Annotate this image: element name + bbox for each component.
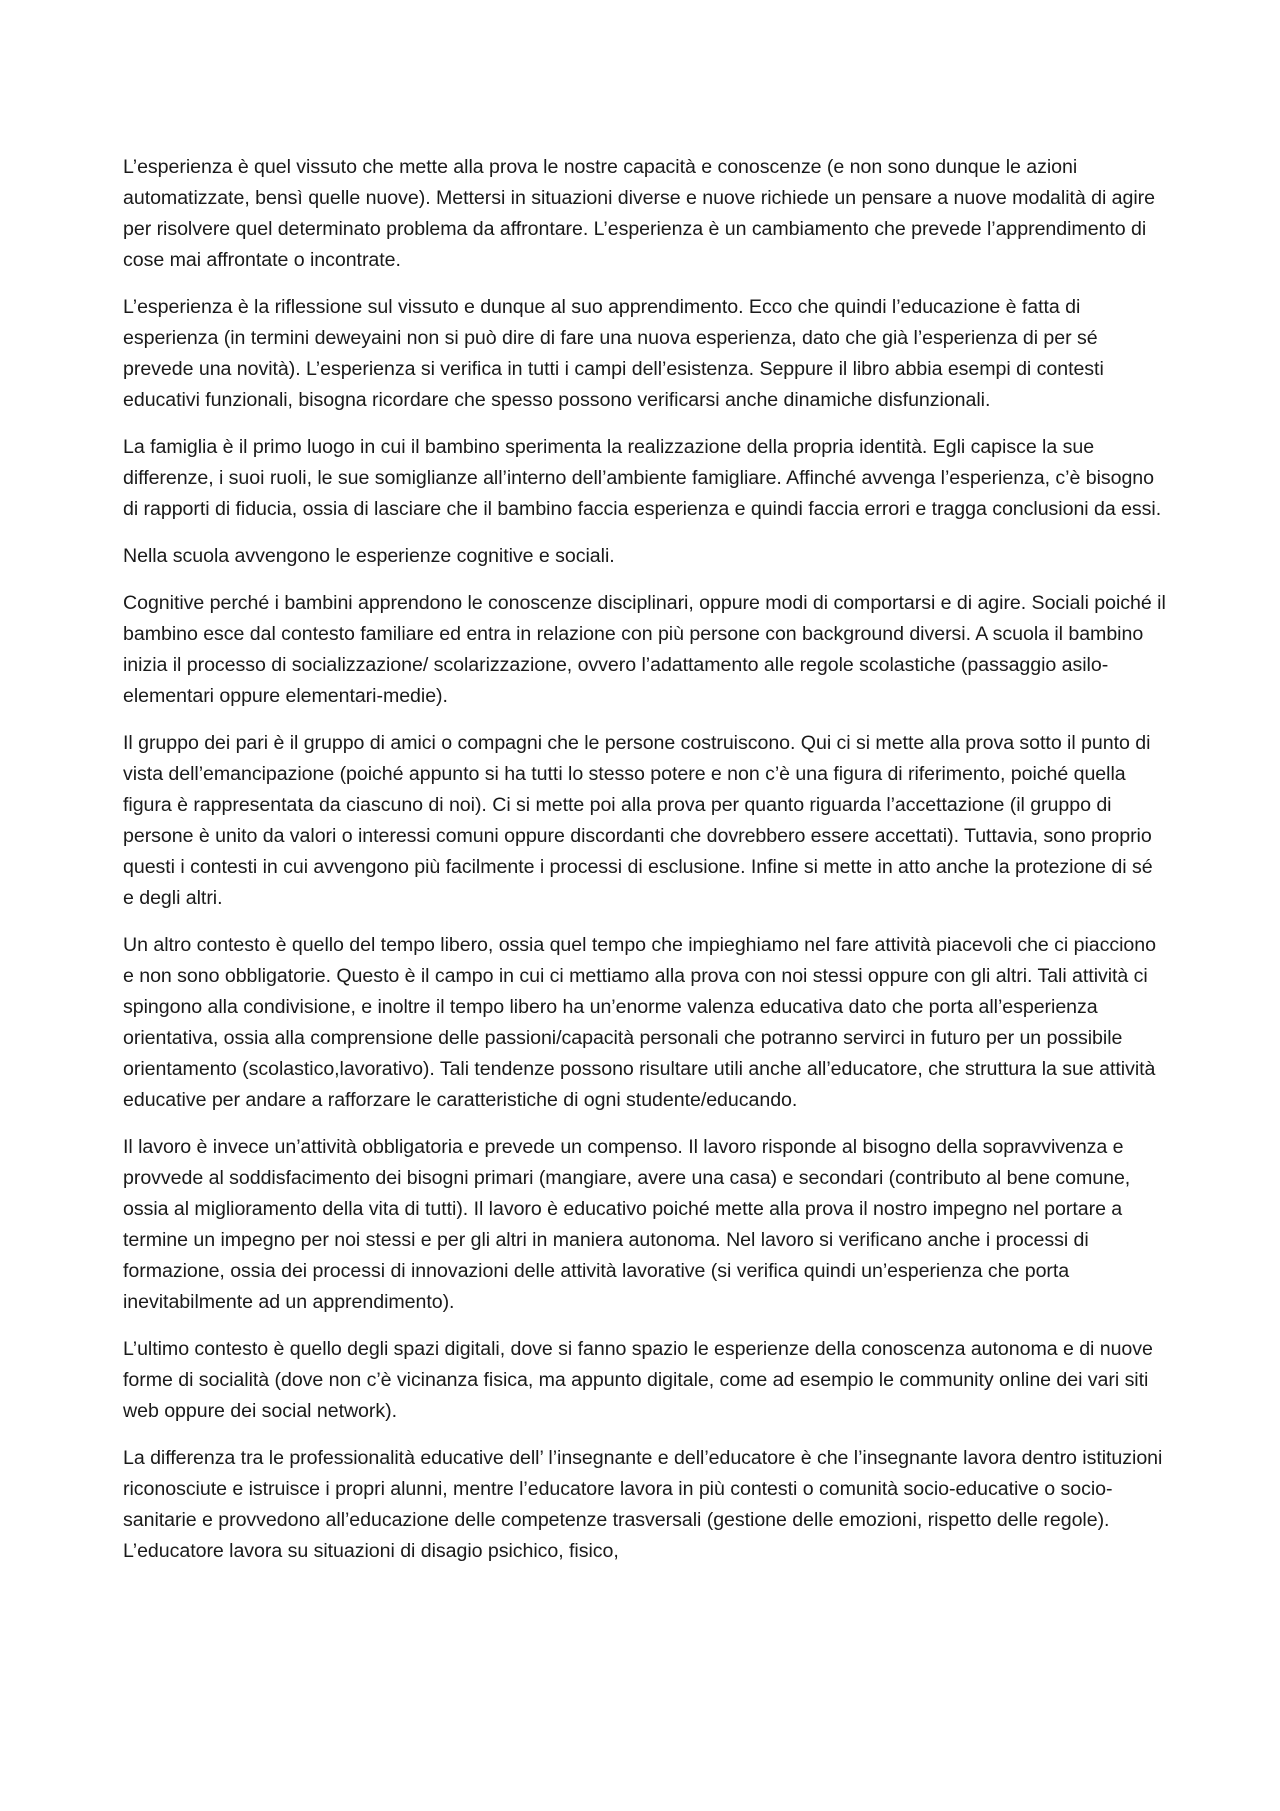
paragraph-gruppo-pari: Il gruppo dei pari è il gruppo di amici o compagni che le persone costruiscono. Qui ci si mette alla prova sotto il punto di vista dell’emancipazione (poiché appunto si ha tutti lo stesso potere e non c’è una figura di riferimento, poiché quella figura è rappresentata da ciascuno di noi). Ci si mette poi alla prova per quanto riguarda l’accettazione (il gruppo di persone è unito da valori o interessi comuni oppure discordanti che dovrebbero essere accettati). Tuttavia, sono proprio questi i contesti in cui avvengono più facilmente i processi di esclusione. Infine si mette in atto anche la protezione di sé e degli altri. — [123, 732, 1153, 909]
paragraph-spazi-digitali: L’ultimo contesto è quello degli spazi digitali, dove si fanno spazio le esperienze della conoscenza autonoma e di nuove forme di socialità (dove non c’è vicinanza fisica, ma appunto digitale, come ad esempio le community online dei vari siti web oppure dei social network). — [123, 1338, 1153, 1422]
paragraph-tempo-libero: Un altro contesto è quello del tempo libero, ossia quel tempo che impieghiamo nel fare attività piacevoli che ci piacciono e non sono obbligatorie. Questo è il campo in cui ci mettiamo alla prova con noi stessi oppure con gli altri. Tali attività ci spingono alla condivisione, e inoltre il tempo libero ha un’enorme valenza educativa dato che porta all’esperienza orientativa, ossia alla comprensione delle passioni/capacità personali che potranno servirci in futuro per un possibile orientamento (scolastico,lavorativo). Tali tendenze possono risultare utili anche all’educatore, che struttura la sue attività educative per andare a rafforzare le caratteristiche di ogni studente/educando. — [123, 934, 1156, 1111]
paragraph-scuola: Nella scuola avvengono le esperienze cognitive e sociali. — [123, 545, 615, 567]
paragraph-famiglia: La famiglia è il primo luogo in cui il bambino sperimenta la realizzazione della propria identità. Egli capisce la sue differenze, i suoi ruoli, le sue somiglianze all’interno dell’ambiente famigliare. Affinché avvenga l’esperienza, c’è bisogno di rapporti di fiducia, ossia di lasciare che il bambino faccia esperienza e quindi faccia errori e tragga conclusioni da essi. — [123, 436, 1162, 520]
paragraph-esperienza-definizione: L’esperienza è quel vissuto che mette alla prova le nostre capacità e conoscenze (e non sono dunque le azioni automatizzate, bensì quelle nuove). Mettersi in situazioni diverse e nuove richiede un pensare a nuove modalità di agire per risolvere quel determinato problema da affrontare. L’esperienza è un cambiamento che prevede l’apprendimento di cose mai affrontate o incontrate. — [123, 156, 1155, 271]
paragraph-insegnante-educatore: La differenza tra le professionalità educative dell’ l’insegnante e dell’educatore è che l’insegnante lavora dentro istituzioni riconosciute e istruisce i propri alunni, mentre l’educatore lavora in più contesti o comunità socio-educative o socio-sanitarie e provvedono all’educazione delle competenze trasversali (gestione delle emozioni, rispetto delle regole). L’educatore lavora su situazioni di disagio psichico, fisico, — [123, 1447, 1163, 1562]
document-body — [123, 152, 1168, 1583]
paragraph-lavoro: Il lavoro è invece un’attività obbligatoria e prevede un compenso. Il lavoro risponde al bisogno della sopravvivenza e provvede al soddisfacimento dei bisogni primari (mangiare, avere una casa) e secondari (contributo al bene comune, ossia al miglioramento della vita di tutti). Il lavoro è educativo poiché mette alla prova il nostro impegno nel portare a termine un impegno per noi stessi e per gli altri in maniera autonoma. Nel lavoro si verificano anche i processi di formazione, ossia dei processi di innovazioni delle attività lavorative (si verifica quindi un’esperienza che porta inevitabilmente ad un apprendimento). — [123, 1136, 1131, 1313]
paragraph-cognitive-sociali: Cognitive perché i bambini apprendono le conoscenze disciplinari, oppure modi di comportarsi e di agire. Sociali poiché il bambino esce dal contesto familiare ed entra in relazione con più persone con background diversi. A scuola il bambino inizia il processo di socializzazione/ scolarizzazione, ovvero l’adattamento alle regole scolastiche (passaggio asilo-elementari oppure elementari-medie). — [123, 592, 1166, 707]
paragraph-esperienza-riflessione: L’esperienza è la riflessione sul vissuto e dunque al suo apprendimento. Ecco che quindi l’educazione è fatta di esperienza (in termini deweyaini non si può dire di fare una nuova esperienza, dato che già l’esperienza di per sé prevede una novità). L’esperienza si verifica in tutti i campi dell’esistenza. Seppure il libro abbia esempi di contesti educativi funzionali, bisogna ricordare che spesso possono verificarsi anche dinamiche disfunzionali. — [123, 296, 1104, 411]
